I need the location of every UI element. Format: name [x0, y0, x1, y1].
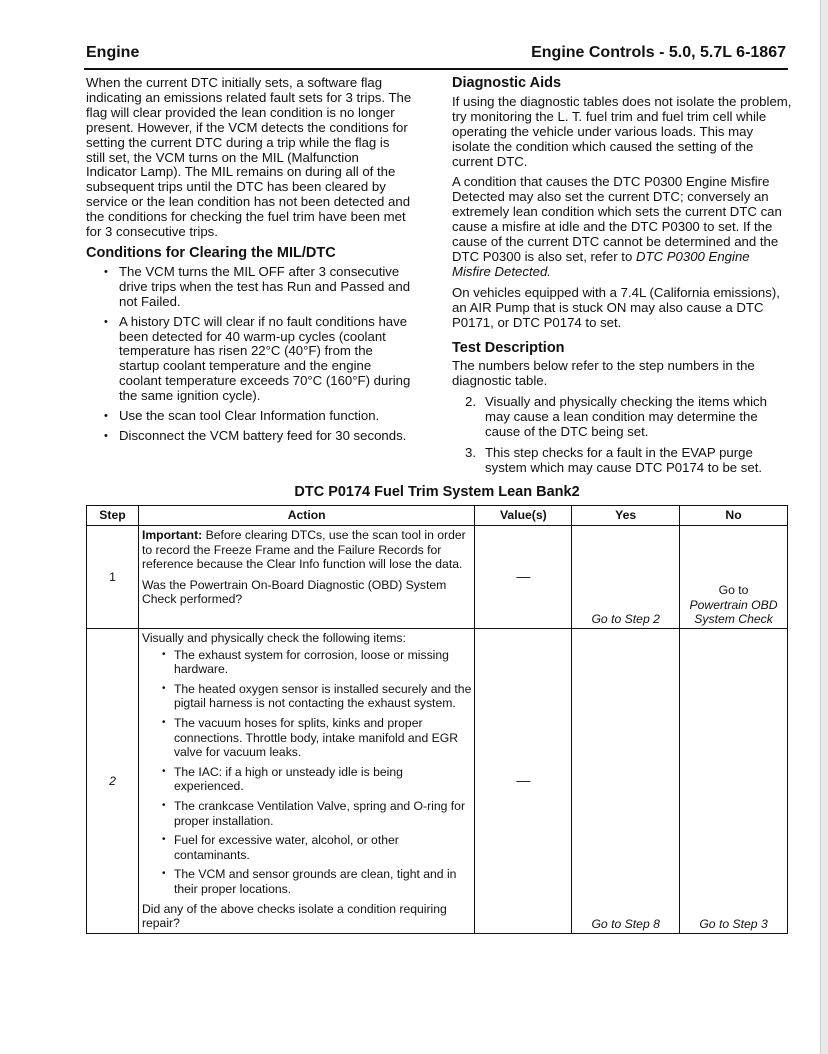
column-header: Yes — [572, 506, 680, 526]
list-item: • The crankcase Ventilation Valve, spring and O-ring for proper installation. — [174, 799, 471, 828]
column-header: No — [680, 506, 788, 526]
header-rule — [84, 68, 788, 70]
list-item: • The vacuum hoses for splits, kinks and proper connections. Throttle body, intake manifold and EGR valve for vacuum leaks. — [174, 716, 471, 760]
step-question: Did any of the above checks isolate a condition requiring repair? — [141, 901, 447, 931]
list-item — [465, 394, 792, 440]
diagnostic-table — [86, 505, 788, 934]
header-section-title: Engine — [86, 44, 140, 61]
list-item: • The heated oxygen sensor is installed securely and the pigtail harness is not contacting the exhaust system. — [174, 682, 471, 711]
value-dash: — — [516, 772, 531, 789]
action-cell — [138, 629, 474, 934]
aids-text: A condition that causes the DTC P0300 Engine Misfire Detected may also set the current DTC; conversely an extremely lean condition which sets the current DTC can cause a misfire at idle and the DTC P0300 to set. If the cause of the current DTC cannot be determined and the DTC P0300 is also set, refer to — [452, 174, 782, 264]
list-item: • The VCM turns the MIL OFF after 3 consecutive drive trips when the test has Run and Passed and not Failed. — [119, 265, 412, 310]
column-header: Action — [138, 506, 474, 526]
check-list — [142, 648, 471, 897]
list-item — [465, 444, 792, 476]
item-text: Visually and physically checking the items which may cause a lean condition may determine the cause of the DTC being set. — [485, 394, 767, 440]
no-prefix: Go to — [718, 583, 749, 598]
column-header: Step — [87, 506, 139, 526]
yes-cell: Go to Step 2 — [572, 526, 680, 629]
value-dash: — — [516, 568, 531, 585]
table-title: DTC P0174 Fuel Trim System Lean Bank2 — [294, 484, 580, 500]
aids-paragraph: On vehicles equipped with a 7.4L (California emissions), an AIR Pump that is stuck ON may also cause a DTC P0171, or DTC P0174 to set. — [452, 284, 780, 330]
list-item: • Disconnect the VCM battery feed for 30 seconds. — [119, 429, 412, 444]
important-text: Before clearing DTCs, use the scan tool in order to record the Freeze Frame and the Failure Records for reference because the Clear Info function will lose the data. — [141, 528, 466, 572]
no-cell — [680, 526, 788, 629]
aids-paragraph — [452, 175, 792, 279]
item-number: 2. — [465, 394, 476, 410]
left-column — [86, 76, 412, 452]
list-item: • The IAC: if a high or unsteady idle is being experienced. — [174, 765, 471, 794]
list-item: • Fuel for excessive water, alcohol, or other contaminants. — [174, 833, 471, 862]
action-cell — [138, 526, 474, 629]
table-header-row — [87, 506, 788, 526]
table-row — [87, 526, 788, 629]
intro-paragraph: When the current DTC initially sets, a software flag indicating an emissions related fault sets for 3 trips. The flag will clear provided the lean condition is no longer present. However, if the VCM detects the conditions for setting the current DTC during a trip while the flag is still set, the VCM turns on the MIL (Malfunction Indicator Lamp). The MIL remains on during all of the subsequent trips until the DTC has been cleared by service or the lean condition has not been detected and the conditions for checking the fuel trim have been met for 3 consecutive trips. — [86, 75, 412, 240]
list-item: • Use the scan tool Clear Information function. — [119, 409, 412, 424]
step-number: 1 — [87, 526, 139, 629]
yes-cell: Go to Step 8 — [572, 629, 680, 934]
test-description-heading: Test Description — [452, 339, 565, 356]
clearing-list — [86, 265, 412, 444]
item-number: 3. — [465, 444, 476, 460]
step-intro: Visually and physically check the following items: — [141, 631, 406, 645]
aids-reference: DTC P0300 Engine Misfire Detected. — [452, 248, 750, 279]
step-number: 2 — [87, 629, 139, 934]
value-cell — [475, 526, 572, 629]
no-cell: Go to Step 3 — [680, 629, 788, 934]
important-note — [142, 528, 471, 572]
important-label: Important: — [141, 528, 203, 542]
aids-paragraph: If using the diagnostic tables does not isolate the problem, try monitoring the L. T. fuel trim and fuel trim cell while operating the vehicle under various loads. This may isolate the condition which caused the setting of the current DTC. — [452, 93, 792, 169]
list-item: • A history DTC will clear if no fault conditions have been detected for 40 warm-up cycles (coolant temperature has risen 22°C (40°F) from the startup coolant temperature and the engine coolant temperature exceeds 70°C (160°F) during the same ignition cycle). — [119, 315, 412, 404]
column-header: Value(s) — [475, 506, 572, 526]
list-item: • The exhaust system for corrosion, loose or missing hardware. — [174, 648, 471, 677]
test-intro: The numbers below refer to the step numbers in the diagnostic table. — [452, 358, 755, 389]
no-link: Powertrain OBD System Check — [689, 597, 778, 627]
list-item: • The VCM and sensor grounds are clean, tight and in their proper locations. — [174, 867, 471, 896]
header-page-reference: Engine Controls - 5.0, 5.7L 6-1867 — [531, 44, 786, 61]
test-list — [452, 395, 792, 476]
step-question: Was the Powertrain On-Board Diagnostic (OBD) System Check performed? — [141, 577, 447, 607]
diagnostic-aids-heading: Diagnostic Aids — [452, 75, 562, 91]
table-row — [87, 629, 788, 934]
right-column — [452, 76, 792, 482]
value-cell — [475, 629, 572, 934]
clearing-heading: Conditions for Clearing the MIL/DTC — [86, 244, 336, 261]
item-text: This step checks for a fault in the EVAP purge system which may cause DTC P0174 to be set. — [485, 444, 763, 475]
